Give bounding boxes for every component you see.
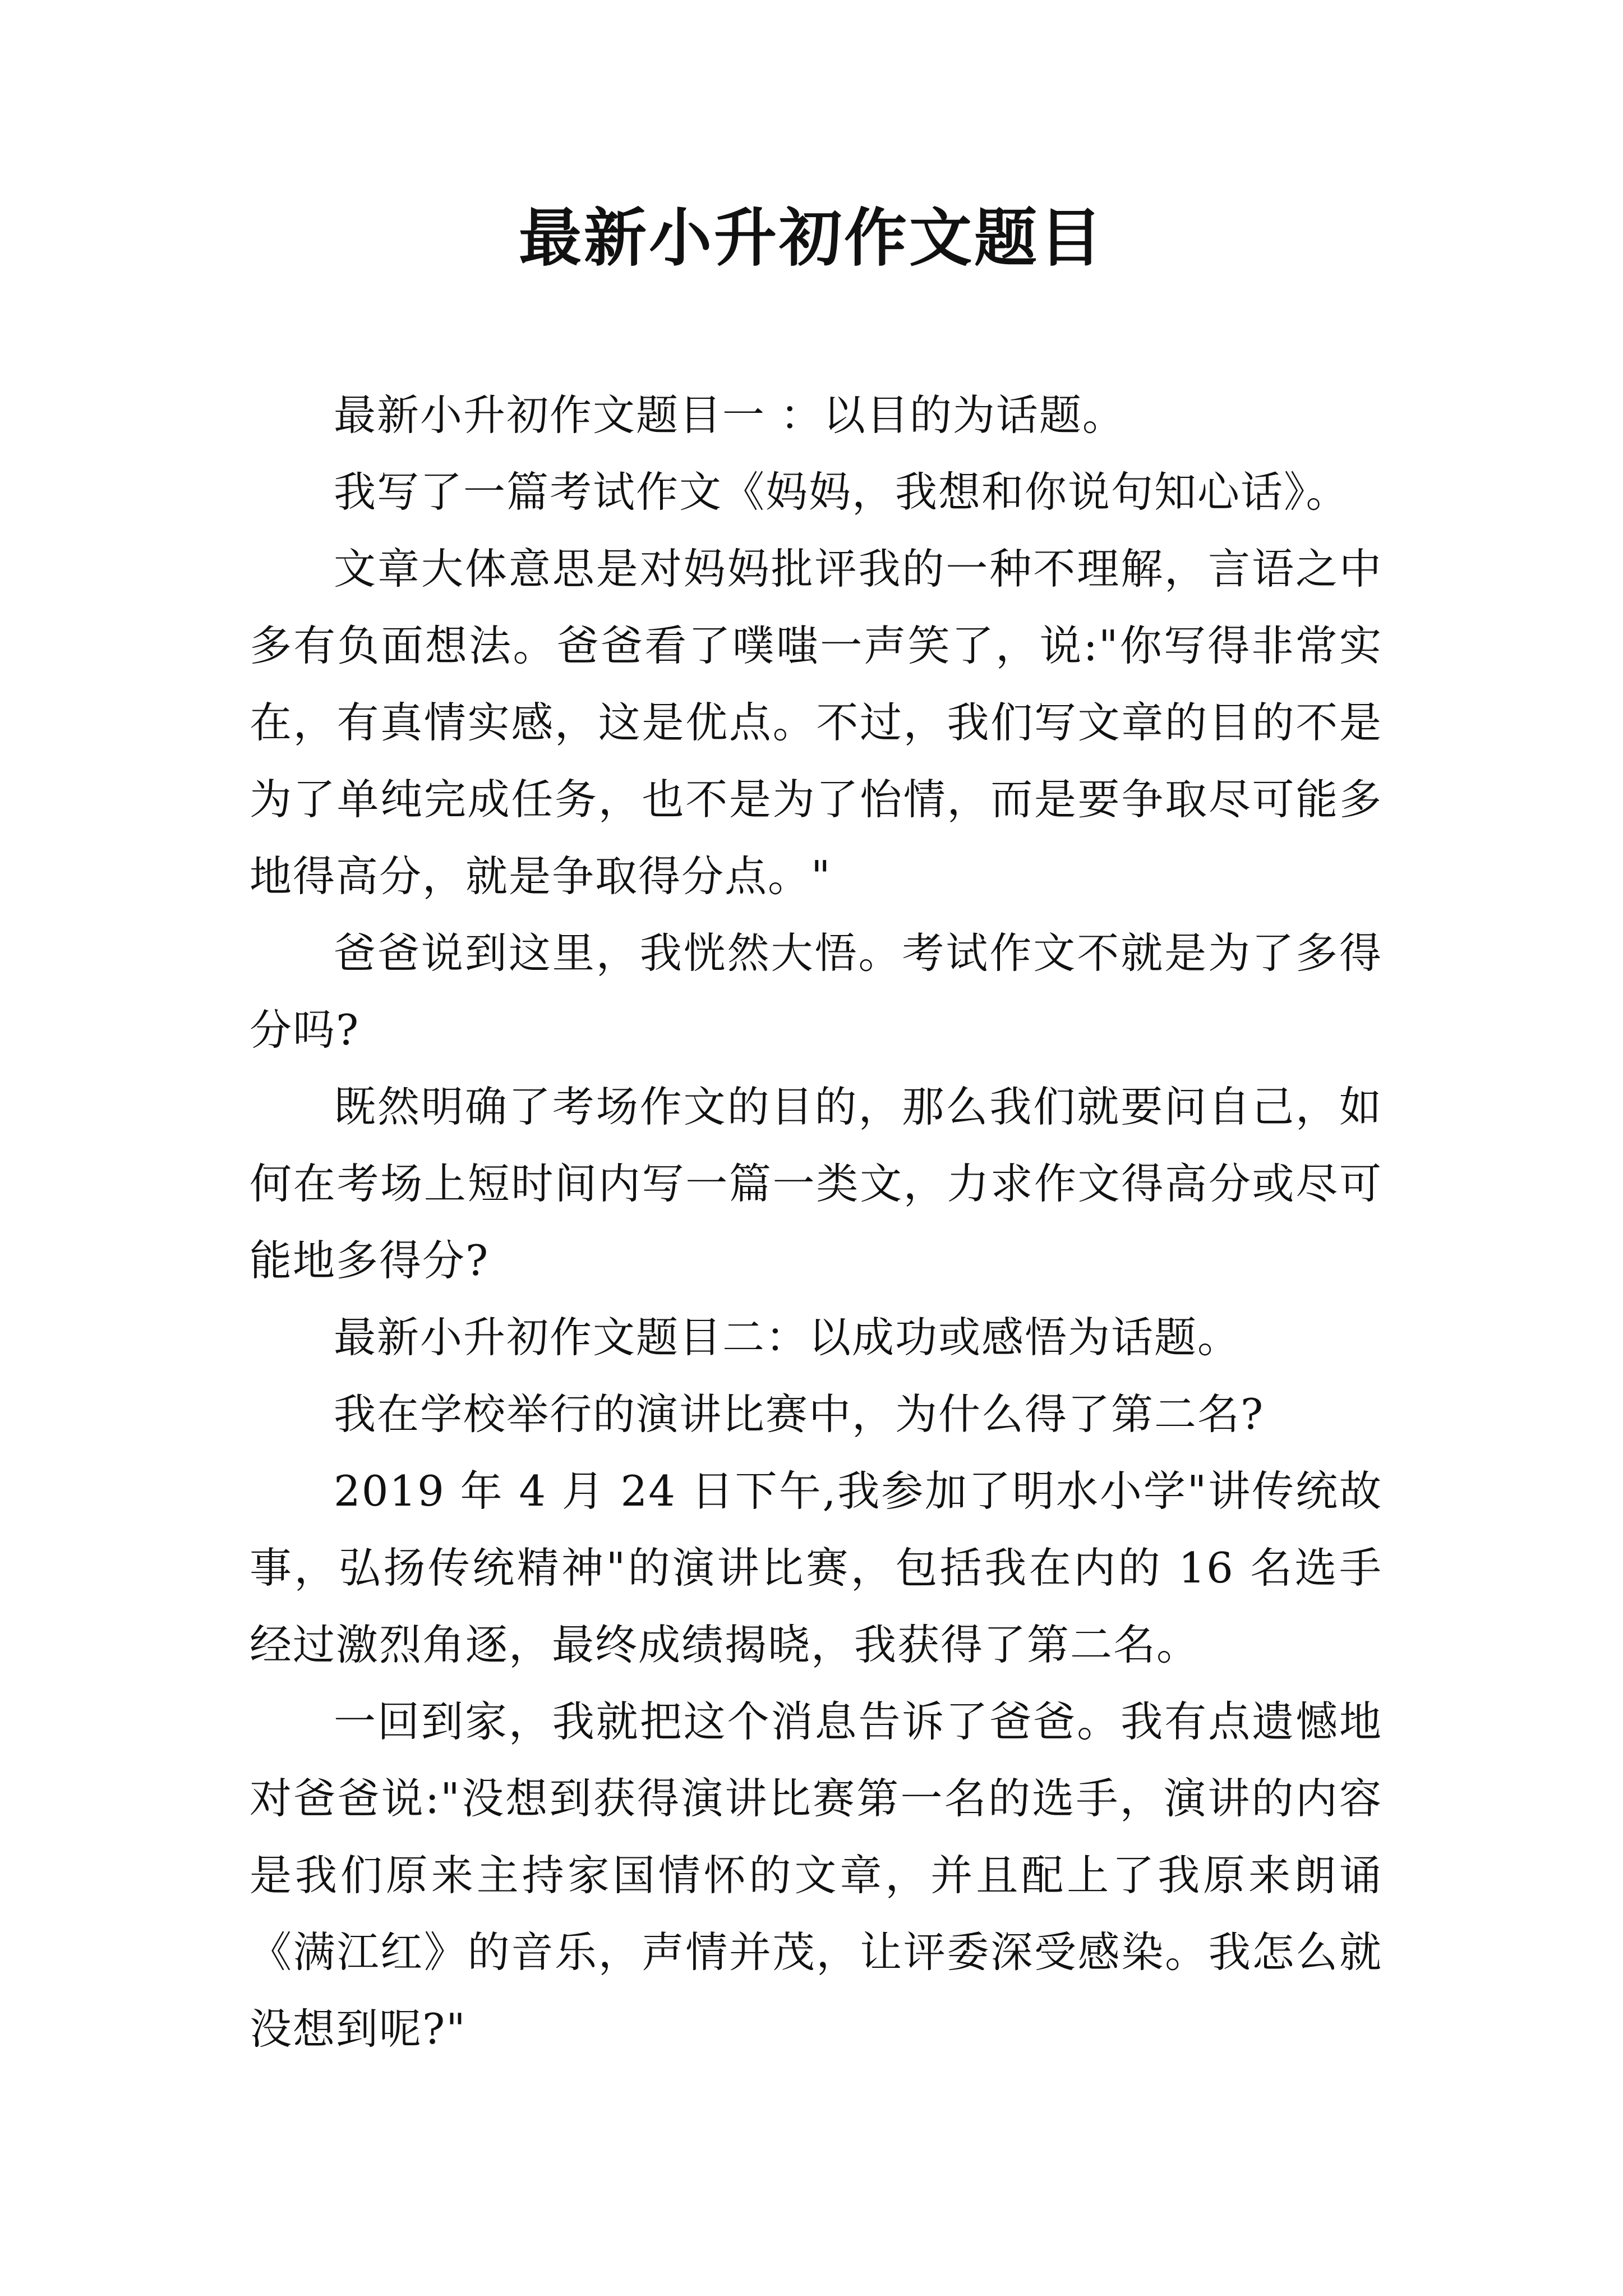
paragraph: 我写了一篇考试作文《妈妈，我想和你说句知心话》。	[334, 467, 1349, 517]
paragraph: 一回到家，我就把这个消息告诉了爸爸。我有点遗憾地对爸爸说:"没想到获得演讲比赛第一名的选手，演讲的内容是我们原来主持家国情怀的文章，并且配上了我原来朗诵《满江红》的音乐，声情并茂，让评委深受感染。我怎么就没想到呢?"	[250, 1697, 1382, 2054]
paragraph: 2019 年 4 月 24 日下午,我参加了明水小学"讲传统故事，弘扬传统精神"的演讲比赛，包括我在内的 16 名选手经过激烈角逐，最终成绩揭晓，我获得了第二名。	[250, 1466, 1382, 1669]
paragraph-topic-two: 最新小升初作文题目二：以成功或感悟为话题。	[334, 1313, 1241, 1362]
document-body	[250, 377, 1382, 2068]
paragraph: 文章大体意思是对妈妈批评我的一种不理解，言语之中多有负面想法。爸爸看了噗嗤一声笑了，说:"你写得非常实在，有真情实感，这是优点。不过，我们写文章的目的不是为了单纯完成任务，也不是为了怡情，而是要争取尽可能多地得高分，就是争取得分点。"	[250, 544, 1382, 901]
paragraph: 既然明确了考场作文的目的，那么我们就要问自己，如何在考场上短时间内写一篇一类文，力求作文得高分或尽可能地多得分?	[250, 1082, 1382, 1285]
paragraph: 我在学校举行的演讲比赛中，为什么得了第二名?	[334, 1389, 1265, 1439]
paragraph-topic-one: 最新小升初作文题目一 ：以目的为话题。	[334, 390, 1126, 440]
document-title: 最新小升初作文题目	[519, 201, 1104, 275]
paragraph: 爸爸说到这里，我恍然大悟。考试作文不就是为了多得分吗?	[250, 928, 1382, 1055]
